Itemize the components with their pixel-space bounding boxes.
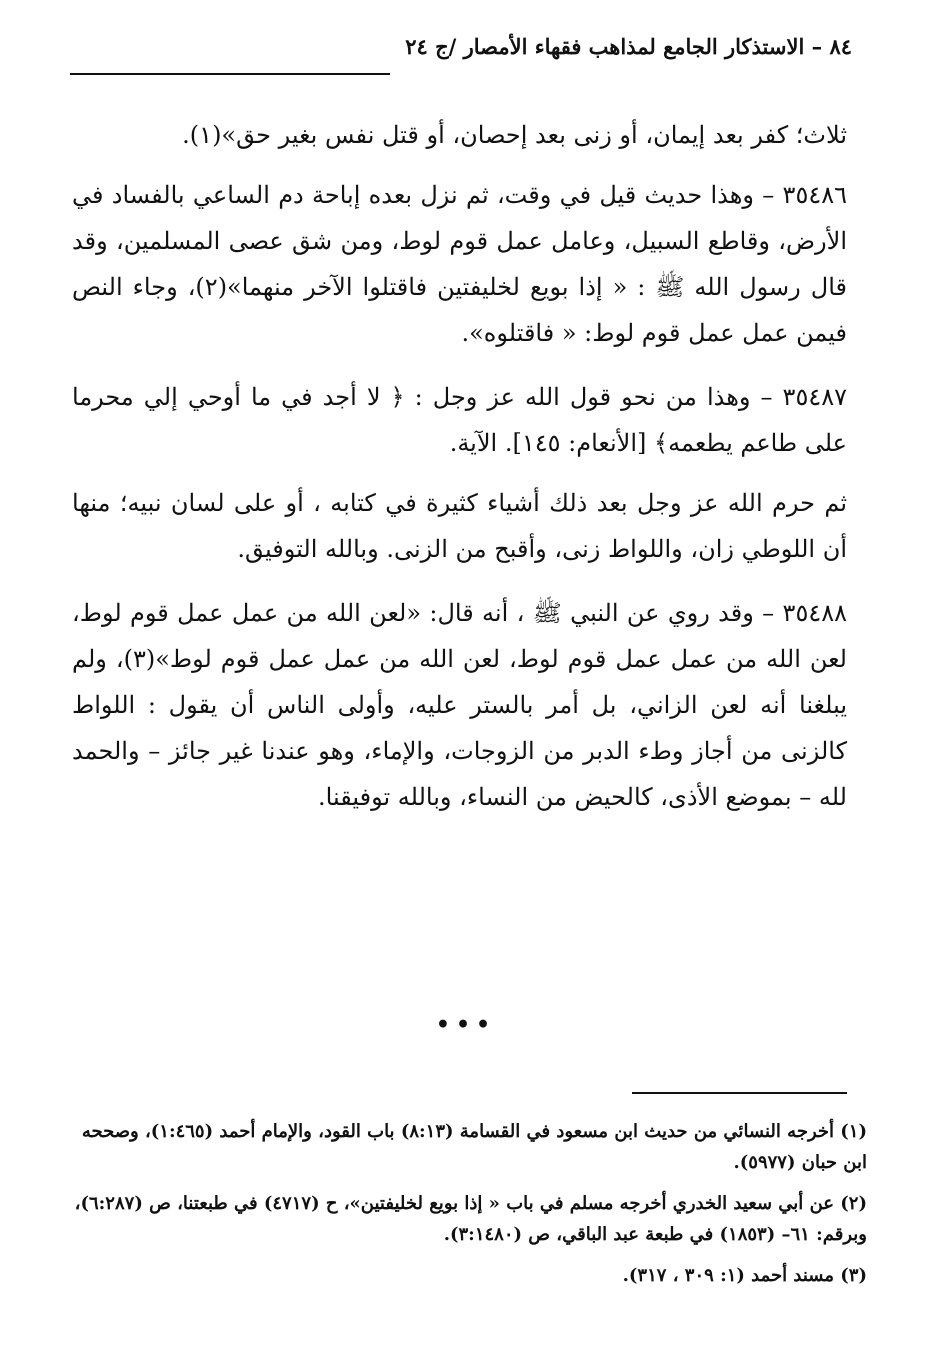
footnote-1: (١) أخرجه النسائي من حديث ابن مسعود في القسامة (٨:١٣) باب القود، والإمام أحمد (١:٤٦٥)، وصححه ابن حبان (٥٩٧٧). [81,1121,867,1173]
paragraph-35488: ٣٥٤٨٨ – وقد روي عن النبي ﷺ ، أنه قال: «لعن الله من عمل عمل قوم لوط، لعن الله من عمل عمل قوم لوط، لعن الله من عمل عمل قوم لوط»(٣)، ولم يبلغنا أنه لعن الزاني، بل أمر بالستر عليه، وأولى الناس أن يقول : اللواط كالزنى من أجاز وطء الدبر من الزوجات، والإماء، وهو عندنا غير جائز – والحمد لله – بموضع الأذى، كالحيض من النساء، وبالله توفيقنا. [72,599,848,811]
footnotes [67,1116,867,1291]
paragraph-continuation: ثلاث؛ كفر بعد إيمان، أو زنى بعد إحصان، أو قتل نفس بغير حق»(١). [182,121,847,149]
paragraph-prohibitions: ثم حرم الله عز وجل بعد ذلك أشياء كثيرة في كتابه ، أو على لسان نبيه؛ منها أن اللوطي زان، واللواط زنى، وأقبح من الزنى. وبالله التوفيق. [72,489,847,563]
running-header: ٨٤ – الاستذكار الجامع لمذاهب فقهاء الأمصار /ج ٢٤ [405,34,852,59]
footnote-rule [632,1092,847,1094]
main-text [72,112,847,838]
paragraph-35486: ٣٥٤٨٦ – وهذا حديث قيل في وقت، ثم نزل بعده إباحة دم الساعي بالفساد في الأرض، وقاطع السبيل، وعامل عمل قوم لوط، ومن شق عصى المسلمين، وقد قال رسول الله ﷺ : « إذا بويع لخليفتين فاقتلوا الآخر منهما»(٢)، وجاء النص فيمن عمل عمل قوم لوط: « فاقتلوه». [72,181,847,347]
header-rule [70,73,390,75]
section-separator: ••• [435,1012,497,1038]
footnote-3: (٣) مسند أحمد (١: ٣٠٩ ، ٣١٧). [622,1265,867,1286]
paragraph-35487: ٣٥٤٨٧ – وهذا من نحو قول الله عز وجل : ﴿ لا أجد في ما أوحي إلي محرما على طاعم يطعمه﴾ [الأنعام: ١٤٥]. الآية. [72,383,847,457]
footnote-2: (٢) عن أبي سعيد الخدري أخرجه مسلم في باب « إذا بويع لخليفتين»، ح (٤٧١٧) في طبعتنا، ص (٦:٢٨٧)، وبرقم: ٦١– (١٨٥٣) في طبعة عبد الباقي، ص (٣:١٤٨٠). [74,1193,867,1245]
